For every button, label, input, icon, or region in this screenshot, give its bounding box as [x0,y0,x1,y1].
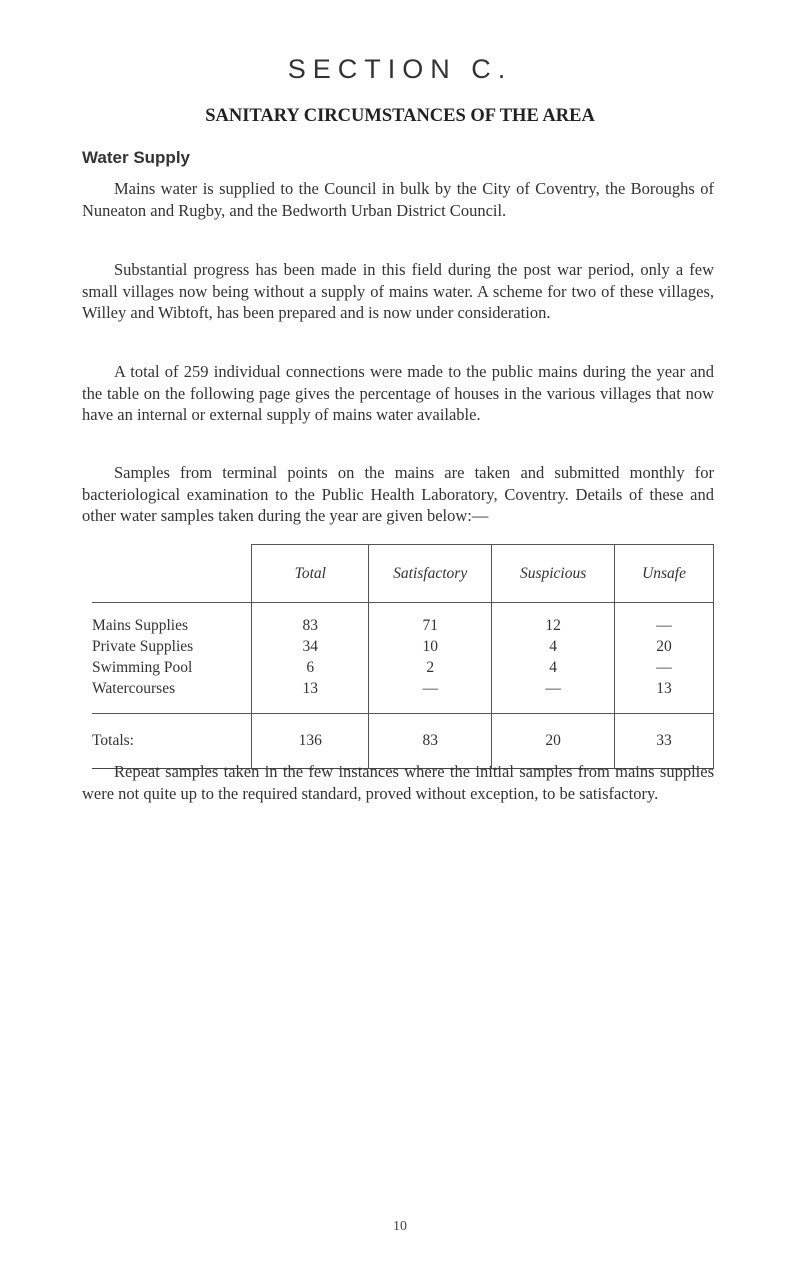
cell-suspicious: 4 [492,636,615,657]
cell-unsafe: 13 [615,678,714,714]
paragraph-connections: A total of 259 individual connections were made to the public mains during the year and the table on the following page gives the percentage of houses in the various villages that now have an internal or external supply of mains water available. [82,362,714,424]
cell-unsafe: 20 [615,636,714,657]
cell-suspicious: 4 [492,657,615,678]
row-label: Private Supplies [92,637,194,655]
paragraph-progress: Substantial progress has been made in this field during the post war period, only a few small villages now being without a supply of mains water. A scheme for two of these villages, Willey and Wibtoft, has been prepared and is now under consideration. [82,260,714,322]
header-suspicious: Suspicious [492,545,615,603]
cell-total: 6 [252,657,369,678]
paragraph-samples: Samples from terminal points on the mains are taken and submitted monthly for bacteriological examination to the Public Health Laboratory, Coventry. Details of these and other water samples taken during the year are given below:— [82,463,714,525]
table-row [92,678,714,714]
table-row [92,603,714,637]
cell-suspicious: — [492,678,615,714]
paragraph-repeat-samples: Repeat samples taken in the few instances where the initial samples from mains supplies were not quite up to the required standard, proved without exception, to be satisfactory. [82,762,714,803]
page-subtitle: SANITARY CIRCUMSTANCES OF THE AREA [205,106,595,126]
section-title: SECTION C. [287,54,513,84]
table-header-row [92,545,714,603]
header-unsafe: Unsafe [615,545,714,603]
table-row [92,657,714,678]
page-number: 10 [393,1219,407,1234]
total-suspicious: 20 [492,714,615,769]
total-satisfactory: 83 [369,714,492,769]
cell-satisfactory: 71 [369,603,492,637]
total-total: 136 [252,714,369,769]
total-unsafe: 33 [615,714,714,769]
cell-total: 34 [252,636,369,657]
paragraph-mains-supply: Mains water is supplied to the Council in bulk by the City of Coventry, the Boroughs of Nuneaton and Rugby, and the Bedworth Urban District Council. [82,179,714,220]
cell-satisfactory: 2 [369,657,492,678]
header-satisfactory: Satisfactory [369,545,492,603]
cell-total: 83 [252,603,369,637]
cell-unsafe: — [615,657,714,678]
table-row [92,636,714,657]
section-heading: Water Supply [82,148,190,167]
cell-total: 13 [252,678,369,714]
row-label: Swimming Pool [92,658,193,676]
header-category [92,545,252,603]
totals-label: Totals: [92,714,252,769]
cell-unsafe: — [615,603,714,637]
header-total: Total [252,545,369,603]
water-samples-table [92,544,714,769]
cell-satisfactory: 10 [369,636,492,657]
row-label: Mains Supplies [92,616,189,634]
cell-suspicious: 12 [492,603,615,637]
cell-satisfactory: — [369,678,492,714]
row-label: Watercourses [92,679,176,697]
